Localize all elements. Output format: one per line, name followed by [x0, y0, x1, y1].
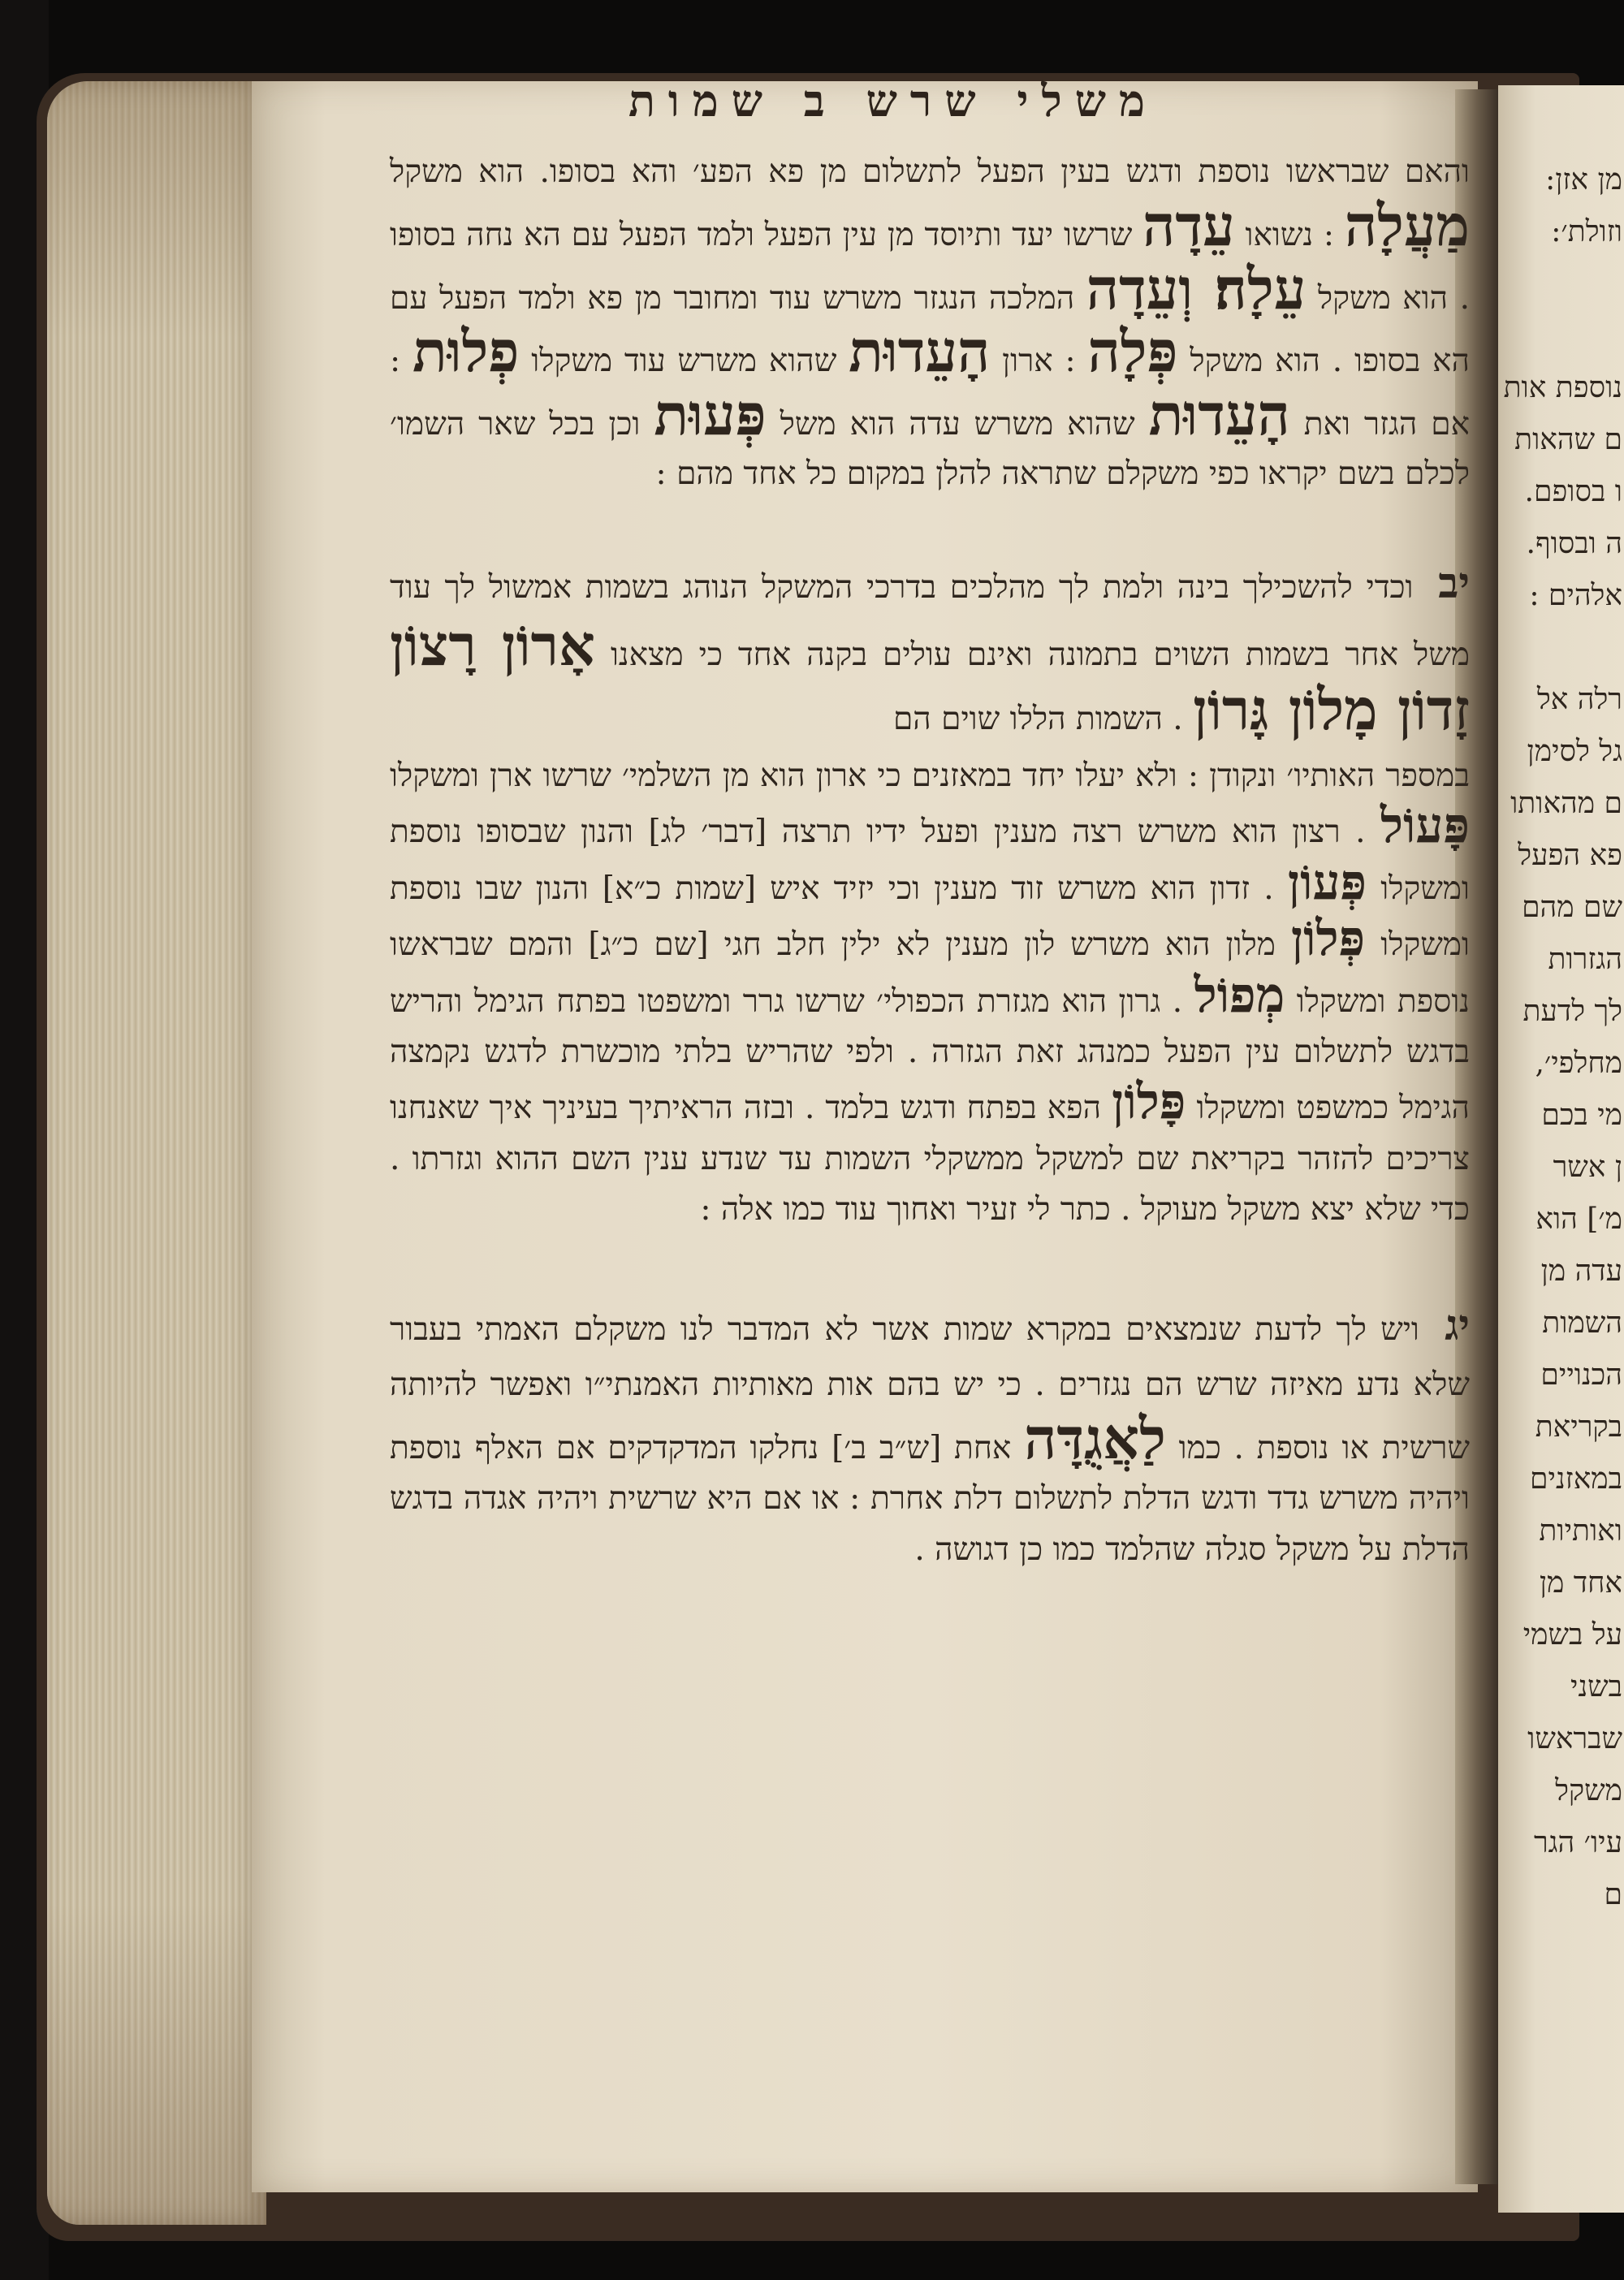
right-page-line: משקל: [1555, 1774, 1622, 1807]
main-text: [390, 148, 1470, 1575]
right-page-line: עדה מן: [1540, 1254, 1622, 1288]
keyword: פָּלוֹן: [1112, 1073, 1186, 1131]
right-page-line: [1501, 258, 1622, 310]
right-page-line: ו בסופם.: [1524, 475, 1622, 508]
right-page-line: ה ובסוף.: [1526, 527, 1622, 560]
paragraph-3: [390, 751, 1470, 1236]
text: הפא בפתח ודגש בלמד . ובזה הראיתיך בעיניך איך שאנחנו צריכים להזהר בקריאת שם למשקל ממשקלי השמות עד שנדע ענין השם ההוא וגזרתו . כדי שלא יצא משקל מעוקל . כתר לי זעיר ואחוך עוד כמו אלה :: [390, 1090, 1470, 1229]
keyword: אָרוֹן רָצוֹן זָדוֹן מָלוֹן גָּרוֹן: [390, 611, 1470, 743]
right-page-line: וזולת׳:: [1551, 215, 1622, 248]
right-page-line: על בשמי: [1522, 1618, 1622, 1652]
keyword: פְּלוֹן: [1290, 910, 1366, 968]
right-page-line: מחלפי׳,: [1535, 1047, 1622, 1080]
keyword: פְּלָה: [1087, 317, 1178, 386]
keyword: פָּעוֹל: [1380, 797, 1470, 855]
paragraph-2: [390, 550, 1470, 745]
right-page-line: עיו׳ הגר: [1533, 1826, 1622, 1859]
keyword: פְלוּת: [412, 317, 520, 386]
right-page-line: ם מהאותו: [1510, 787, 1622, 820]
text: וכדי להשכילך בינה ולמת לך מהלכים בדרכי המשקל הנוהג בשמות אמשול לך עוד משל אחר בשמות השוים בתמונה ואינם עולים בקנה אחד כי מצאנו: [390, 568, 1470, 674]
text: ויש לך לדעת שנמצאים במקרא שמות אשר לא המדבר לנו משקלם האמתי בעבור שלא נדע מאיזה שרש הם נגזרים . כי יש בהם אות מאותיות האמנתי״ו ואפשר להיותה שרשית או נוספת . כמו: [390, 1311, 1471, 1467]
right-page-line: רלה אל: [1536, 683, 1622, 716]
keyword: מַעֲלָה: [1344, 191, 1470, 259]
text: שהוא משרש עוד משקלו: [531, 343, 837, 380]
right-page-line: שם מהם: [1522, 891, 1622, 924]
paragraph-4: [390, 1292, 1470, 1575]
right-page-line: במאזנים: [1530, 1462, 1622, 1496]
text: שהוא משרש עדה הוא משל: [780, 406, 1135, 443]
text: . השמות הללו שוים הם: [892, 700, 1183, 737]
keyword: הָעֵדוּת: [849, 317, 991, 386]
right-page-line: גל לסימן: [1527, 735, 1622, 768]
right-page-line: פא הפעל: [1518, 839, 1622, 872]
right-page-line: השמות: [1542, 1306, 1622, 1340]
section-marker: יג: [1445, 1301, 1470, 1351]
text: . זדון הוא משרש זוד מענין וכי יזיד איש [שמות כ״א] והנון שבו נוספת ומשקלו: [390, 870, 1470, 964]
keyword: פְּעוֹן: [1287, 853, 1367, 911]
text: אחת [ש״ב ב׳] נחלקו המדקדקים אם האלף נוספת ויהיה משרש גדד ודגש הדלת לתשלום דלת אחרת : או אם היא שרשית ויהיה אגדה בדגש הדלת על משקל סגלה שהלמד כמו כן דגושה .: [390, 1430, 1470, 1568]
right-page-line: הכנויים: [1540, 1358, 1622, 1392]
right-page-line: לך לדעת: [1522, 995, 1622, 1028]
text: במספר האותיו׳ ונקודן : ולא יעלו יחד במאזנים כי ארון הוא מן השלמי׳ שרשו ארן ומשקלו: [390, 757, 1470, 794]
text: . רצון הוא משרש רצה מענין ופעל ידיו תרצה [דבר׳ לג] והנון שבסופו נוספת ומשקלו: [390, 814, 1470, 907]
right-page-line: בשני: [1570, 1670, 1622, 1704]
right-page-line: בקריאת: [1535, 1410, 1622, 1444]
keyword: מְפוֹל: [1194, 966, 1285, 1024]
keyword: פְּעוּת: [654, 381, 767, 449]
right-page-line: מן אזן:: [1545, 163, 1622, 196]
section-marker: יב: [1438, 558, 1470, 608]
right-page-line: שבראשו: [1527, 1722, 1622, 1755]
paragraph-1: [390, 148, 1470, 499]
text: : ארון: [1002, 343, 1076, 380]
text: המלכה הנגזר משרש עוד ומחובר מן פא ולמד הפעל עם הא בסופו . הוא משקל: [390, 279, 1470, 380]
text: וכן בכל שאר השמו׳ לכלם בשם יקראו כפי משקלם שתראה להלן במקום כל אחד מהם :: [390, 406, 1470, 493]
right-page-line: ם שהאות: [1514, 423, 1622, 456]
right-page-line: ם: [1604, 1878, 1622, 1911]
right-page-line: מי בכם: [1541, 1099, 1622, 1132]
keyword: הָעֵדוּת: [1148, 381, 1290, 449]
keyword: לַאֲגֻדָּה: [1024, 1405, 1166, 1473]
right-page-line: ואותיות: [1539, 1514, 1622, 1548]
right-page-line: אחד מן: [1539, 1566, 1622, 1600]
keyword: עֵלָה׃ וְעֵדָה: [1086, 254, 1307, 322]
right-page-line: [1501, 622, 1622, 674]
right-page-line: אלהים :: [1529, 579, 1622, 612]
text: והאם שבראשו נוספת ודגש בעין הפעל לתשלום מן פא הפע׳ והא בסופו. הוא משקל: [390, 153, 1470, 190]
right-page-line: נוספת אות: [1503, 371, 1622, 404]
right-page-line: מ׳] הוא: [1535, 1203, 1622, 1236]
text: שרשו יעד ותיוסד מן עין הפעל ולמד הפעל עם הא נחה בסופו . הוא משקל: [390, 216, 1470, 317]
right-page-line: ן אשר: [1553, 1151, 1622, 1184]
right-page-line: [1501, 310, 1622, 362]
keyword: עֵדָה: [1142, 191, 1235, 259]
text: : אם הגזר ואת: [390, 343, 1470, 443]
text: מלון הוא משרש לון מענין לא ילין חלב חגי [שם כ״ג] והמם שבראשו נוספת ומשקלו: [390, 926, 1470, 1020]
text: . גרון הוא מגזרת הכפולי׳ שרשו גרר ומשפטו בפתח הגימל והריש בדגש לתשלום עין הפעל כמנהג זאת הגזרה . ולפי שהריש בלתי מוכשרת לדגש נקמצה הגימל כמשפט ומשקלו: [390, 982, 1470, 1127]
edge-stain: [47, 81, 266, 2225]
running-head: משלי שרש ב שמות: [628, 75, 1159, 127]
right-page-text: [1501, 154, 1622, 1921]
right-page-line: הגזרות: [1548, 943, 1622, 976]
text: : נשואו: [1245, 216, 1335, 253]
